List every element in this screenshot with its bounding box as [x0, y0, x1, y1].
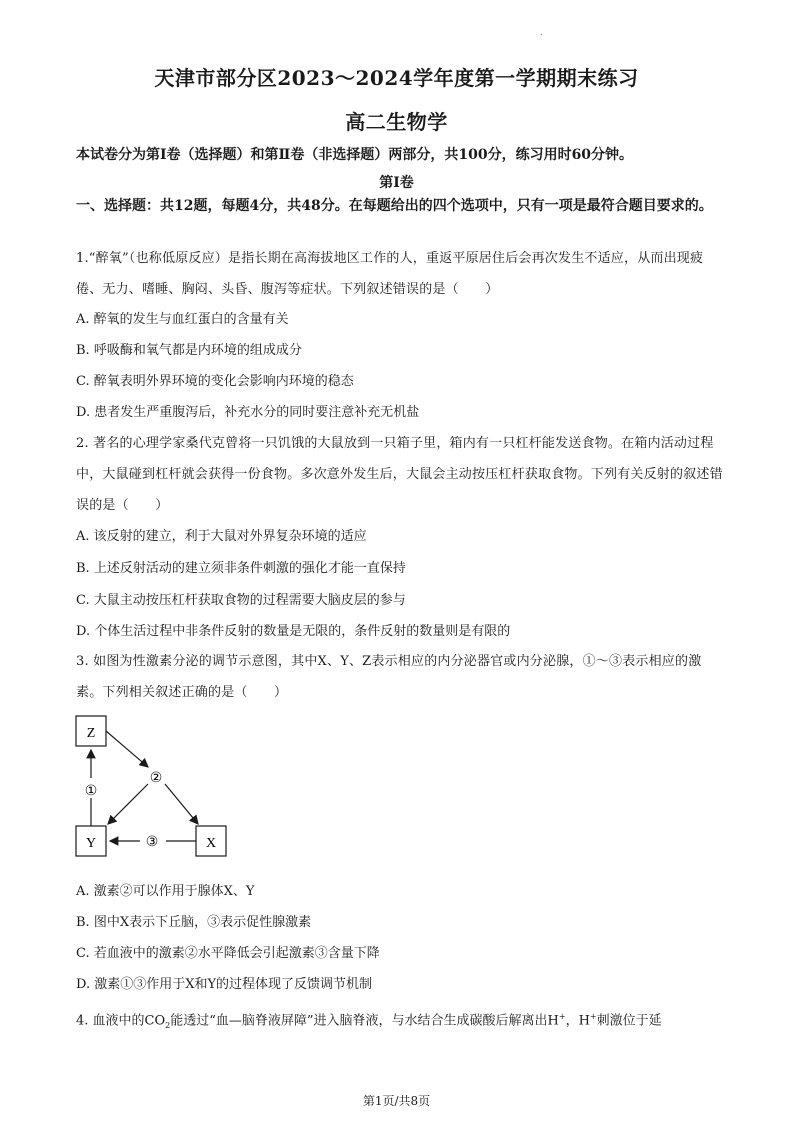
exam-title: 天津市部分区2023～2024学年度第一学期期末练习 — [154, 66, 639, 90]
question-3-option-a: A. 激素②可以作用于腺体X、Y — [76, 884, 255, 899]
node-x-label: X — [205, 836, 217, 851]
subject-title: 高二生物学 — [345, 110, 448, 134]
hormone-2-label: ② — [149, 770, 163, 786]
arrow-hormone2-x — [165, 784, 198, 824]
corner-mark: . — [540, 28, 543, 37]
question-1-option-d: D. 患者发生严重腹泻后，补充水分的同时要注意补充无机盐 — [76, 405, 420, 420]
part-heading: 第Ⅰ卷 — [379, 175, 414, 191]
question-4-stem — [76, 1008, 716, 1035]
hormone-3-label: ③ — [145, 834, 159, 850]
question-2-option-b: B. 上述反射活动的建立须非条件刺激的强化才能一直保持 — [76, 561, 406, 576]
page-number: 第1页/共8页 — [362, 1094, 431, 1108]
q4-sup-a: + — [558, 1012, 566, 1021]
arrow-z-hormone2 — [106, 731, 148, 767]
node-z-label: Z — [86, 726, 96, 741]
question-1-option-a: A. 醉氧的发生与血红蛋白的含量有关 — [76, 312, 289, 327]
q4-text-c: ，H — [565, 1013, 590, 1029]
hormone-1-label: ① — [84, 783, 98, 799]
question-2-stem: 2. 著名的心理学家桑代克曾将一只饥饿的大鼠放到一只箱子里，箱内有一只杠杆能发送食物。在箱内活动过程中，大鼠碰到杠杆就会获得一份食物。多次意外发生后，大鼠会主动按压杠杆获取食物。下列有关反射的叙述错误的是（ ） — [76, 436, 723, 513]
question-3-option-c: C. 若血液中的激素②水平降低会引起激素③含量下降 — [76, 946, 380, 961]
question-3-stem: 3. 如图为性激素分泌的调节示意图，其中X、Y、Z表示相应的内分泌器官或内分泌腺，①～③表示相应的激素。下列相关叙述正确的是（ ） — [76, 654, 702, 700]
section-heading: 一、选择题：共12题，每题4分，共48分。在每题给出的四个选项中，只有一项是最符合题目要求的。 — [76, 198, 713, 214]
node-y-label: Y — [85, 836, 97, 851]
question-1-stem: 1.“醉氧”（也称低原反应）是指长期在高海拔地区工作的人，重返平原居住后会再次发生不适应，从而出现疲倦、无力、嗜睡、胸闷、头昏、腹泻等症状。下列叙述错误的是（ ） — [76, 251, 704, 297]
q4-sub: 2 — [165, 1020, 171, 1030]
question-3-option-d: D. 激素①③作用于X和Y的过程体现了反馈调节机制 — [76, 977, 373, 992]
question-2-option-c: C. 大鼠主动按压杠杆获取食物的过程需要大脑皮层的参与 — [76, 593, 406, 608]
q4-text-a: 4. 血液中的CO — [76, 1013, 166, 1029]
exam-intro: 本试卷分为第Ⅰ卷（选择题）和第Ⅱ卷（非选择题）两部分，共100分，练习用时60分钟。 — [76, 147, 634, 163]
question-1-option-b: B. 呼吸酶和氧气都是内环境的组成成分 — [76, 343, 302, 358]
q4-text-b: 能透过“血—脑脊液屏障”进入脑脊液，与水结合生成碳酸后解离出H — [170, 1013, 559, 1029]
q4-sup-b: + — [589, 1012, 597, 1021]
question-3-option-b: B. 图中X表示下丘脑，③表示促性腺激素 — [76, 915, 312, 930]
hormone-regulation-diagram — [70, 712, 240, 862]
question-1-option-c: C. 醉氧表明外界环境的变化会影响内环境的稳态 — [76, 374, 354, 389]
q4-text-d: 刺激位于延 — [596, 1013, 662, 1029]
question-2-option-a: A. 该反射的建立，利于大鼠对外界复杂环境的适应 — [76, 529, 367, 544]
question-2-option-d: D. 个体生活过程中非条件反射的数量是无限的，条件反射的数量则是有限的 — [76, 624, 511, 639]
arrow-hormone2-y — [108, 784, 148, 824]
